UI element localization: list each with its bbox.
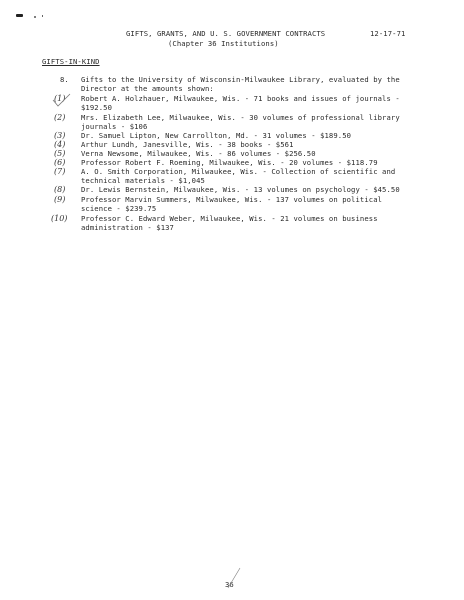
gift-number-mark: (2) xyxy=(54,113,66,122)
ink-speck xyxy=(42,15,43,17)
section-heading: GIFTS-IN-KIND xyxy=(42,57,100,66)
pencil-slash-mark xyxy=(224,566,244,590)
gift-line: $192.50 xyxy=(81,103,112,112)
gift-number-mark: (4) xyxy=(54,140,66,149)
item-number: 8. xyxy=(60,75,69,84)
gift-number-mark: (5) xyxy=(54,149,66,158)
gift-line: Dr. Samuel Lipton, New Carrollton, Md. - 31 volumes - $189.50 xyxy=(81,131,352,140)
gift-number-mark: (3) xyxy=(54,131,66,140)
gift-number-mark: (7) xyxy=(54,167,66,176)
gift-line: Mrs. Elizabeth Lee, Milwaukee, Wis. - 30 volumes of professional library xyxy=(81,113,400,122)
gift-line: Professor C. Edward Weber, Milwaukee, Wis. - 21 volumes on business xyxy=(81,214,378,223)
document-subtitle: (Chapter 36 Institutions) xyxy=(168,39,279,48)
gift-line: administration - $137 xyxy=(81,223,174,232)
gift-line: Professor Marvin Summers, Milwaukee, Wis. - 137 volumes on political xyxy=(81,195,383,204)
pencil-check-mark xyxy=(50,90,74,114)
gift-line: Verna Newsome, Milwaukee, Wis. - 86 volumes - $256.50 xyxy=(81,149,316,158)
gift-line: A. O. Smith Corporation, Milwaukee, Wis. - Collection of scientific and xyxy=(81,167,396,176)
item-intro-line: Gifts to the University of Wisconsin-Milwaukee Library, evaluated by the xyxy=(81,75,400,84)
gift-line: journals - $106 xyxy=(81,122,148,131)
gift-line: Professor Robert F. Roeming, Milwaukee, Wis. - 20 volumes - $118.79 xyxy=(81,158,378,167)
document-date: 12-17-71 xyxy=(370,29,406,38)
gift-line: Arthur Lundh, Janesville, Wis. - 38 books - $561 xyxy=(81,140,294,149)
gift-number-mark: (10) xyxy=(51,214,68,223)
item-intro-line: Director at the amounts shown: xyxy=(81,84,214,93)
gift-line: technical materials - $1,045 xyxy=(81,176,205,185)
ink-speck xyxy=(34,16,36,18)
ink-speck xyxy=(16,14,23,17)
gift-line: Robert A. Holzhauer, Milwaukee, Wis. - 71 books and issues of journals - xyxy=(81,94,400,103)
gift-number-mark: (6) xyxy=(54,158,66,167)
gift-number-mark: (1) xyxy=(54,94,66,103)
gift-line: Dr. Lewis Bernstein, Milwaukee, Wis. - 13 volumes on psychology - $45.50 xyxy=(81,185,400,194)
gift-number-mark: (8) xyxy=(54,185,66,194)
page-number: 36 xyxy=(225,580,234,589)
document-title: GIFTS, GRANTS, AND U. S. GOVERNMENT CONTRACTS xyxy=(126,29,326,38)
gift-number-mark: (9) xyxy=(54,195,66,204)
gift-line: science - $239.75 xyxy=(81,204,157,213)
